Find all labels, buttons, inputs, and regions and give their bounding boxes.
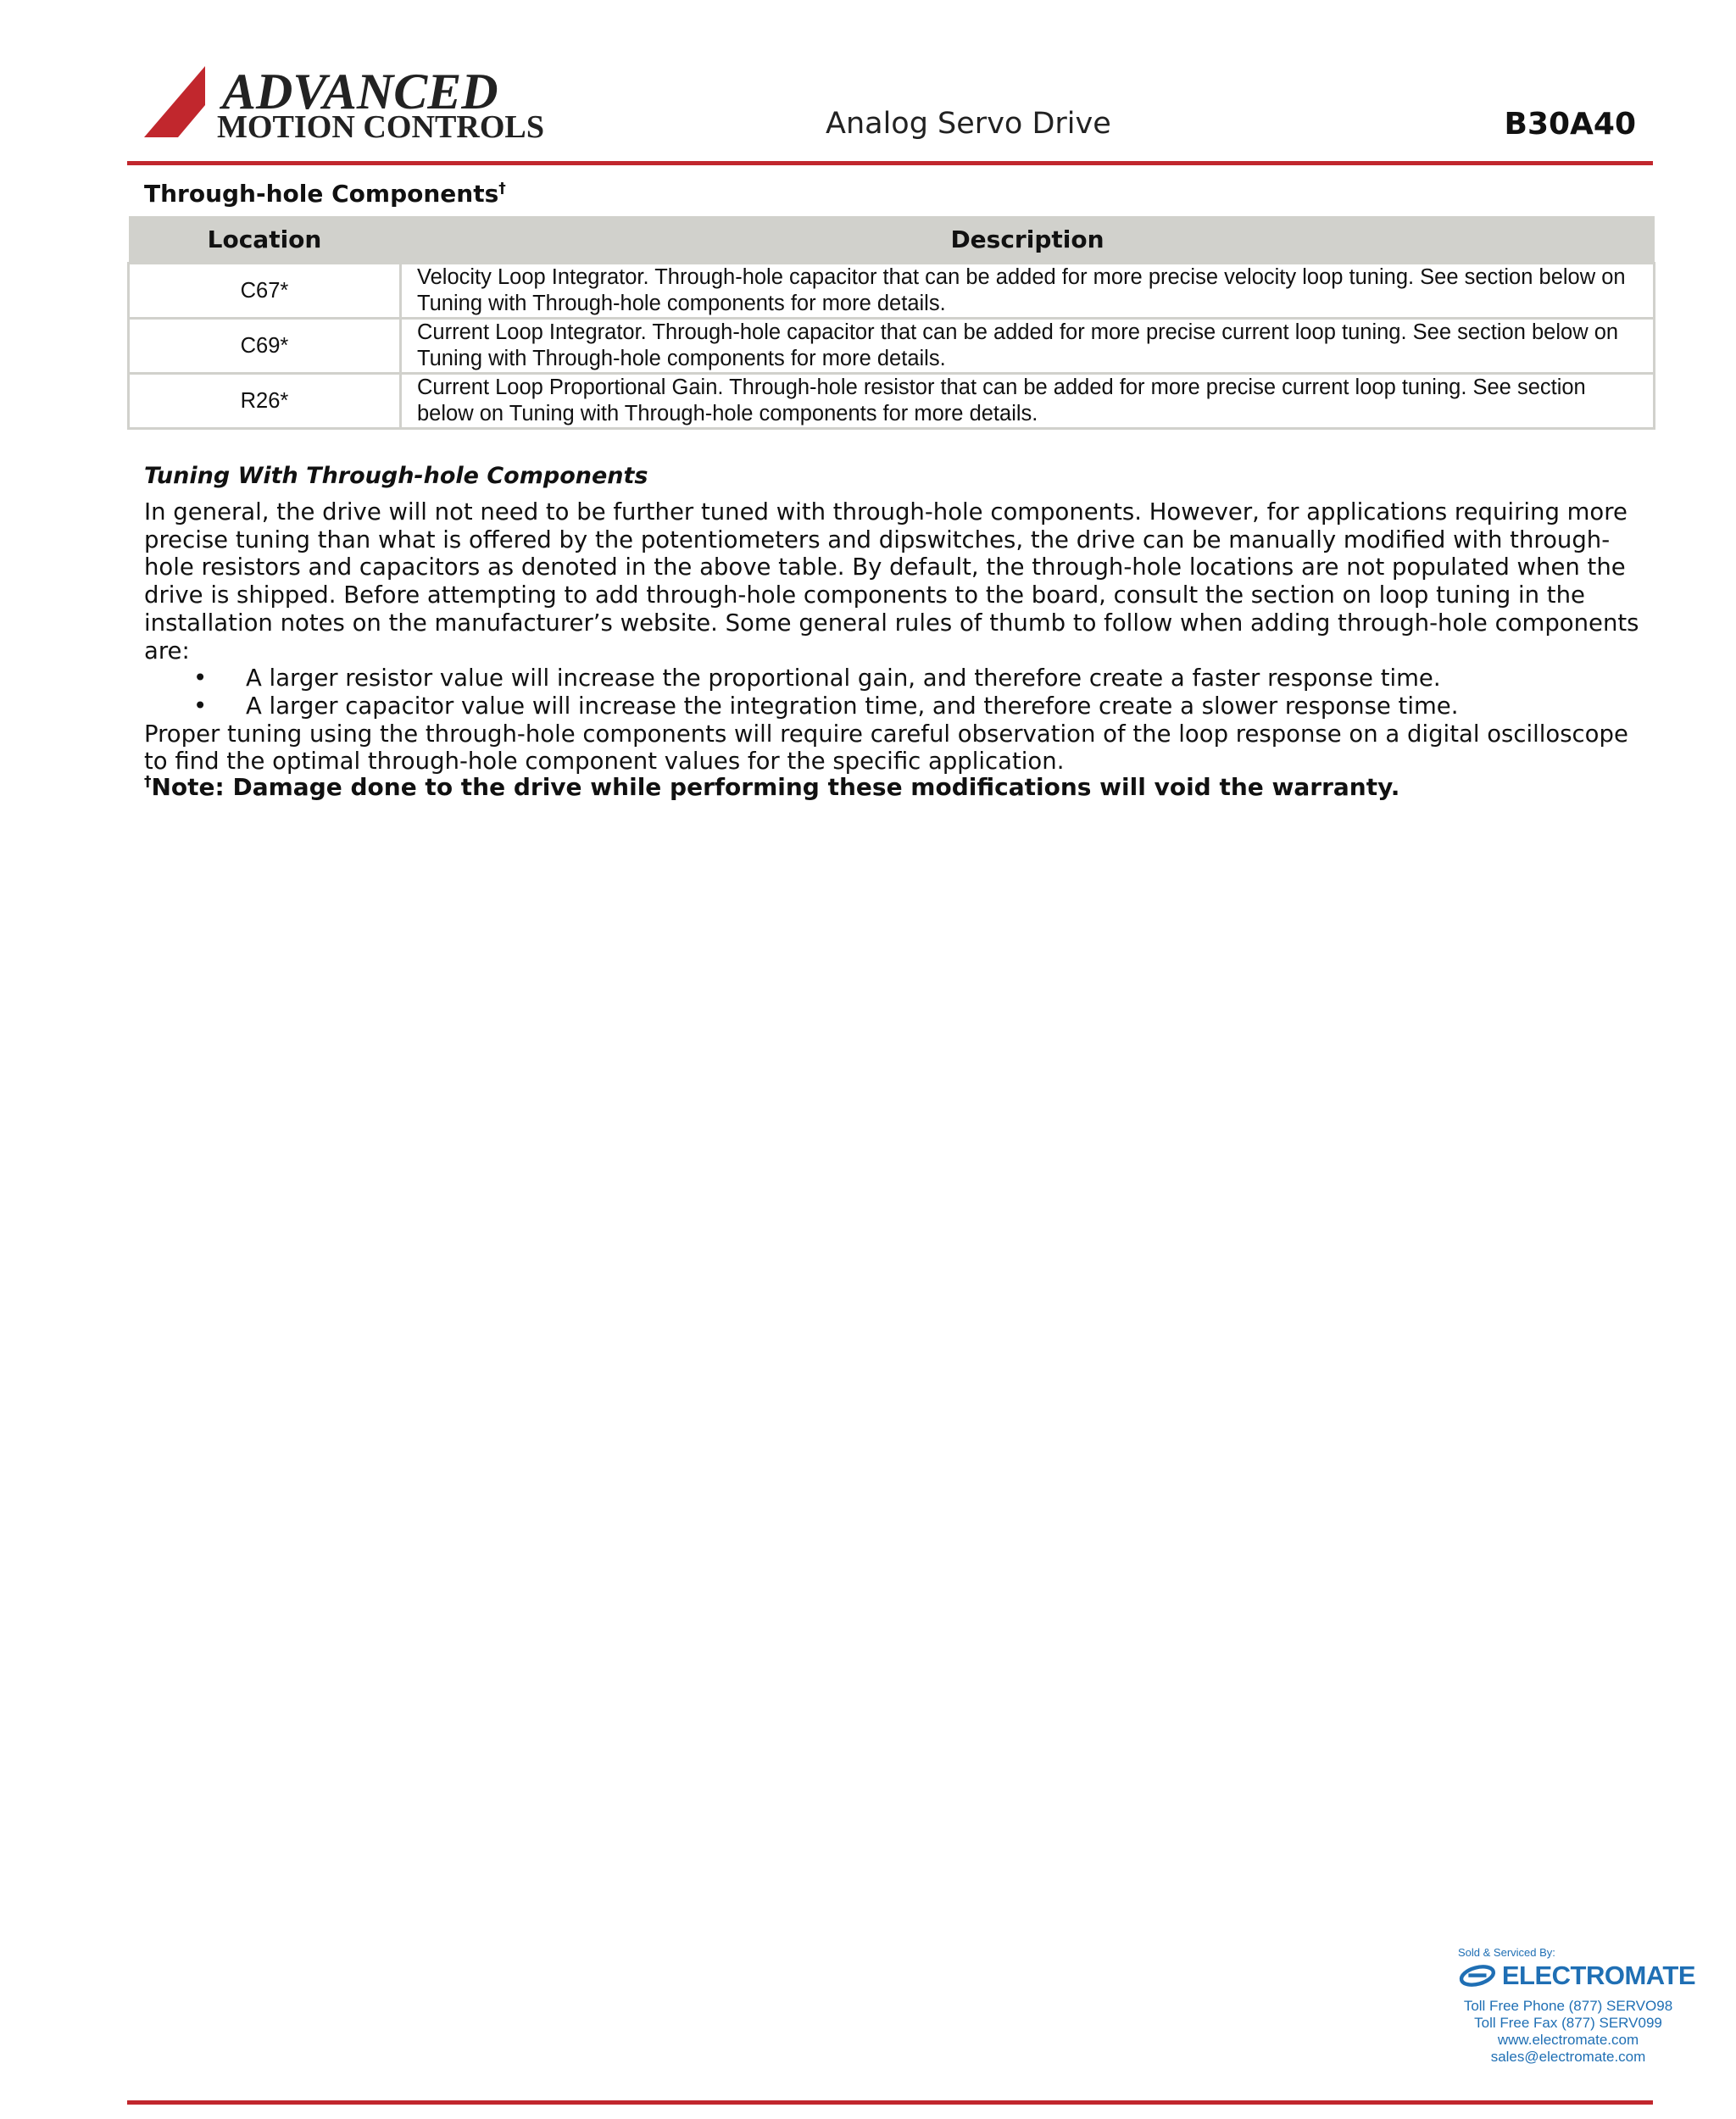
bullet-icon: •: [193, 665, 208, 692]
warranty-note-text: Note: Damage done to the drive while performing these modifications will void the warranty.: [151, 773, 1400, 801]
description-cell: Current Loop Integrator. Through-hole capacitor that can be added for more precise current loop tuning. See section below on Tuning with Through-hole components for more details.: [401, 319, 1655, 374]
table-row: [129, 319, 1655, 374]
list-item: [144, 665, 1644, 692]
list-item: [144, 692, 1644, 720]
tuning-body: [144, 498, 1644, 776]
tuning-intro: In general, the drive will not need to be further tuned with through-hole components. However, for applications requiring more precise tuning than what is offered by the potentiometers and dipswitches, the drive can be manually modified with through-hole resistors and capacitors as denoted in the above table. By default, the through-hole locations are not populated when the drive is shipped. Before attempting to add through-hole components to the board, consult the section on loop tuning in the installation notes on the manufacturer’s website. Some general rules of thumb to follow when adding through-hole components are:: [144, 498, 1639, 665]
sold-by-label: Sold & Serviced By:: [1458, 1946, 1555, 1959]
logo-line1: ADVANCED: [222, 64, 498, 120]
electromate-brand-row: [1458, 1960, 1695, 1991]
electromate-logo-icon: [1458, 1962, 1497, 1989]
dagger-mark: †: [144, 773, 152, 791]
electromate-brand: ELECTROMATE: [1501, 1960, 1695, 1990]
location-cell: C67*: [129, 264, 401, 319]
document-title: Analog Servo Drive: [826, 107, 1111, 141]
tuning-closing: Proper tuning using the through-hole components will require careful observation of the loop response on a digital oscilloscope to find the optimal through-hole component values for the specific application.: [144, 720, 1628, 776]
rules-list: [144, 665, 1644, 720]
location-cell: C69*: [129, 319, 401, 374]
email-link[interactable]: sales@electromate.com: [1490, 2049, 1646, 2065]
fax-line: Toll Free Fax (877) SERV099: [1474, 2015, 1662, 2031]
warranty-note: [144, 773, 1399, 801]
section-title-text: Through-hole Components: [144, 180, 499, 208]
model-number: B30A40: [1504, 107, 1636, 142]
electromate-block: [1441, 1946, 1695, 2066]
list-item-text: A larger capacitor value will increase the integration time, and therefore create a slower response time.: [246, 692, 1459, 720]
description-cell: Current Loop Proportional Gain. Through-hole resistor that can be added for more precise current loop tuning. See section below on Tuning with Through-hole components for more details.: [401, 374, 1655, 429]
location-cell: R26*: [129, 374, 401, 429]
logo-line2: MOTION CONTROLS: [217, 109, 544, 141]
table-row: [129, 374, 1655, 429]
company-logo: [144, 64, 559, 141]
table-header-row: [129, 216, 1655, 264]
description-cell: Velocity Loop Integrator. Through-hole capacitor that can be added for more precise velocity loop tuning. See section below on Tuning with Through-hole components for more details.: [401, 264, 1655, 319]
dagger-mark: †: [498, 180, 506, 197]
column-header-description: Description: [401, 216, 1655, 264]
header-rule: [127, 161, 1653, 165]
footer-rule: [127, 2100, 1653, 2105]
table-row: [129, 264, 1655, 319]
components-table: [127, 216, 1655, 430]
electromate-contact: [1441, 1998, 1695, 2066]
column-header-location: Location: [129, 216, 401, 264]
bullet-icon: •: [193, 692, 208, 720]
phone-line: Toll Free Phone (877) SERVO98: [1463, 1998, 1673, 2014]
section-title: [144, 180, 506, 208]
list-item-text: A larger resistor value will increase the proportional gain, and therefore create a faster response time.: [246, 665, 1441, 692]
website-link[interactable]: www.electromate.com: [1497, 2032, 1639, 2048]
tuning-subtitle: Tuning With Through-hole Components: [144, 463, 648, 489]
